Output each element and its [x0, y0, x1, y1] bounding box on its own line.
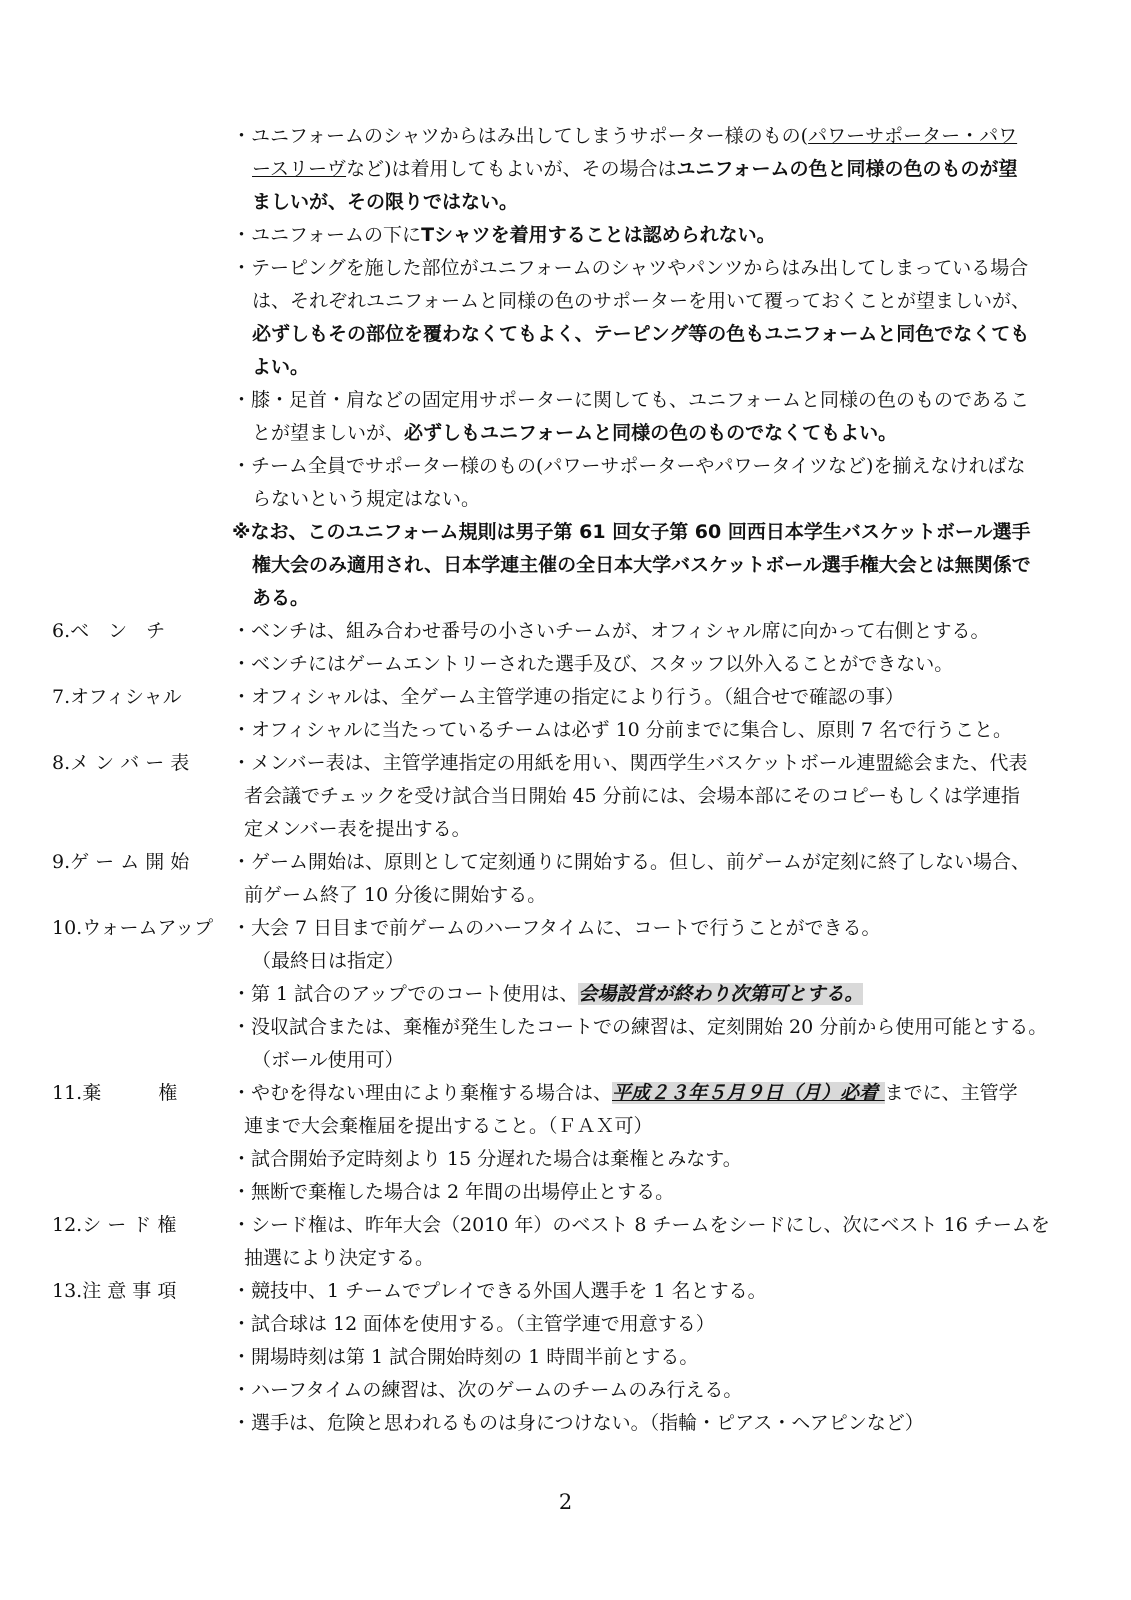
uniform-bullet-3-line-2: は、それぞれユニフォームと同様の色のサポーターを用いて覆っておくことが望ましいが、 [252, 290, 1031, 312]
uniform-note-line-2: 権大会のみ適用され、日本学連主催の全日本大学バスケットボール選手権大会とは無関係で [252, 554, 1031, 576]
forfeit-line-4: ・無断で棄権した場合は 2 年間の出場停止とする。 [232, 1181, 675, 1203]
uniform-note-line-1: ※なお、このユニフォーム規則は男子第 61 回女子第 60 回西日本学生バスケットボール選手 [232, 521, 1031, 543]
uniform-bullet-5-line-1: ・チーム全員でサポーター様のもの(パワーサポーターやパワータイツなど)を揃えなければな [232, 455, 1026, 477]
uniform-bullet-3-line-3: 必ずしもその部位を覆わなくてもよく、テーピング等の色もユニフォームと同色でなくても [252, 323, 1030, 345]
uniform-bullet-1-line-1: ・ユニフォームのシャツからはみ出してしまうサポーター様のもの(パワーサポーター・パワ [232, 125, 1018, 147]
bench-line-1: ・ベンチは、組み合わせ番号の小さいチームが、オフィシャル席に向かって右側とする。 [232, 620, 990, 642]
uniform-bullet-1-line-2: ースリーヴなど)は着用してもよいが、その場合はユニフォームの色と同様の色のものが望 [252, 158, 1018, 180]
uniform-bullet-5-line-2: らないという規定はない。 [252, 488, 481, 510]
member-list-line-3: 定メンバー表を提出する。 [244, 818, 471, 840]
official-line-2: ・オフィシャルに当たっているチームは必ず 10 分前までに集合し、原則 7 名で行うこと。 [232, 719, 1012, 741]
official-line-1: ・オフィシャルは、全ゲーム主管学連の指定により行う。（組合せで確認の事） [232, 686, 905, 708]
section-label-member-list: 8.メ ン バ ー 表 [52, 752, 190, 774]
section-label-official: 7.オフィシャル [52, 686, 182, 708]
notes-line-1: ・競技中、1 チームでプレイできる外国人選手を 1 名とする。 [232, 1280, 767, 1302]
warmup-line-3: ・第 1 試合のアップでのコート使用は、会場設営が終わり次第可とする。 [232, 983, 864, 1005]
highlight-deadline-date: 平成２３年５月９日（月）必着 [612, 1082, 885, 1104]
uniform-bullet-1-line-3: ましいが、その限りではない。 [252, 191, 519, 213]
section-label-seed: 12.シ ー ド 権 [52, 1214, 177, 1236]
game-start-line-1: ・ゲーム開始は、原則として定刻通りに開始する。但し、前ゲームが定刻に終了しない場合、 [232, 851, 1031, 873]
member-list-line-2: 者会議でチェックを受け試合当日開始 45 分前には、会場本部にそのコピーもしくは学連指 [244, 785, 1020, 807]
uniform-bullet-3-line-1: ・テーピングを施した部位がユニフォームのシャツやパンツからはみ出してしまっている場合 [232, 257, 1029, 279]
section-label-bench: 6.ベ ン チ [52, 620, 166, 642]
member-list-line-1: ・メンバー表は、主管学連指定の用紙を用い、関西学生バスケットボール連盟総会また、代表 [232, 752, 1028, 774]
notes-line-5: ・選手は、危険と思われるものは身につけない。（指輪・ピアス・ヘアピンなど） [232, 1412, 924, 1434]
uniform-bullet-4-line-1: ・膝・足首・肩などの固定用サポーターに関しても、ユニフォームと同様の色のものであるこ [232, 389, 1030, 411]
uniform-bullet-2: ・ユニフォームの下にTシャツを着用することは認められない。 [232, 224, 776, 246]
notes-line-2: ・試合球は 12 面体を使用する。（主管学連で用意する） [232, 1313, 715, 1335]
section-label-warmup: 10.ウォームアップ [52, 917, 214, 939]
highlight-venue-setup: 会場設営が終わり次第可とする。 [578, 983, 864, 1005]
forfeit-line-3: ・試合開始予定時刻より 15 分遅れた場合は棄権とみなす。 [232, 1148, 742, 1170]
uniform-note-line-3: ある。 [252, 587, 310, 609]
notes-line-4: ・ハーフタイムの練習は、次のゲームのチームのみ行える。 [232, 1379, 743, 1401]
warmup-line-4: ・没収試合または、棄権が発生したコートでの練習は、定刻開始 20 分前から使用可能とする。 [232, 1016, 1048, 1038]
warmup-line-1: ・大会 7 日目まで前ゲームのハーフタイムに、コートで行うことができる。 [232, 917, 881, 939]
uniform-bullet-4-line-2: とが望ましいが、必ずしもユニフォームと同様の色のものでなくてもよい。 [252, 422, 898, 444]
forfeit-line-2: 連まで大会棄権届を提出すること。（ＦＡＸ可） [244, 1115, 653, 1137]
notes-line-3: ・開場時刻は第 1 試合開始時刻の 1 時間半前とする。 [232, 1346, 699, 1368]
bench-line-2: ・ベンチにはゲームエントリーされた選手及び、スタッフ以外入ることができない。 [232, 653, 954, 675]
seed-line-1: ・シード権は、昨年大会（2010 年）のベスト 8 チームをシードにし、次にベスト 16 チームを [232, 1214, 1050, 1236]
uniform-bullet-3-line-4: よい。 [252, 356, 310, 378]
page-number: 2 [558, 1490, 573, 1514]
section-label-notes: 13.注 意 事 項 [52, 1280, 177, 1302]
game-start-line-2: 前ゲーム終了 10 分後に開始する。 [244, 884, 547, 906]
section-label-forfeit: 11.棄 権 [52, 1082, 178, 1104]
forfeit-line-1: ・やむを得ない理由により棄権する場合は、平成２３年５月９日（月）必着 までに、主管学 [232, 1082, 1018, 1104]
section-label-game-start: 9.ゲ ー ム 開 始 [52, 851, 190, 873]
seed-line-2: 抽選により決定する。 [244, 1247, 435, 1269]
warmup-line-2: （最終日は指定） [252, 950, 405, 972]
warmup-line-5: （ボール使用可） [252, 1049, 404, 1071]
